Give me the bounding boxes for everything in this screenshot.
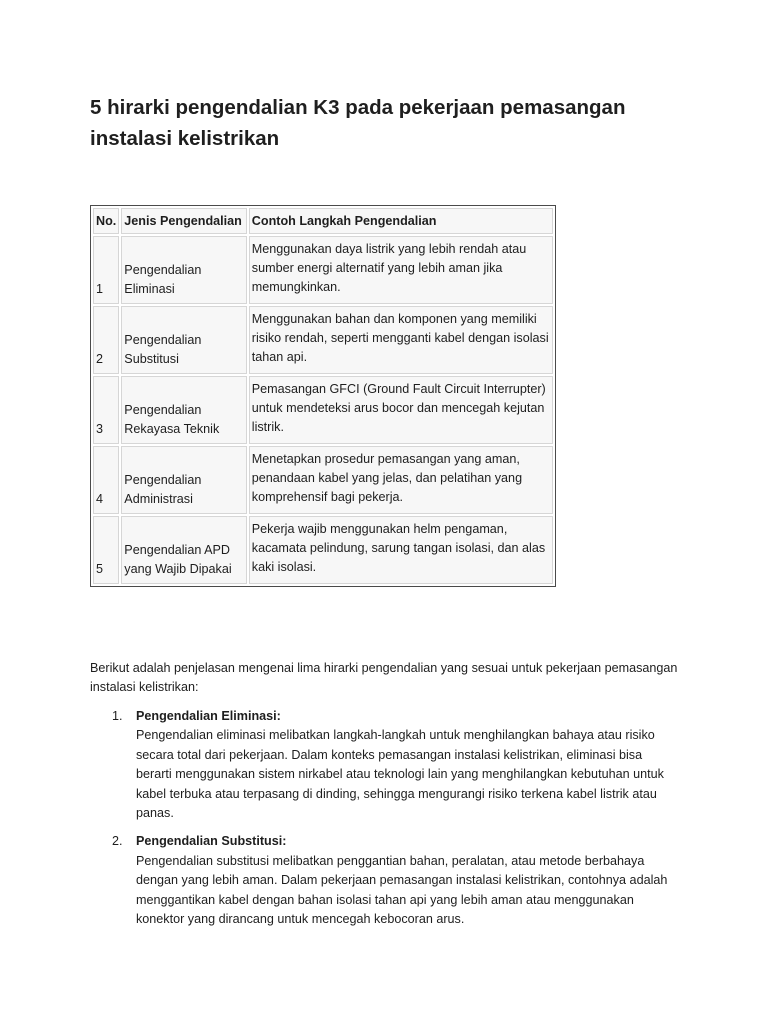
header-control-type: Jenis Pengendalian (121, 208, 246, 234)
table-row (93, 306, 553, 374)
row-control-example: Pemasangan GFCI (Ground Fault Circuit Interrupter) untuk mendeteksi arus bocor dan mencegah kejutan listrik. (249, 376, 553, 444)
table-row (93, 446, 553, 514)
row-control-example: Pekerja wajib menggunakan helm pengaman, kacamata pelindung, sarung tangan isolasi, dan alas kaki isolasi. (249, 516, 553, 584)
list-item-number: 2. (112, 834, 123, 849)
row-control-type: Pengendalian Rekayasa Teknik (121, 376, 246, 444)
document-title: 5 hirarki pengendalian K3 pada pekerjaan pemasangan instalasi kelistrikan (90, 96, 626, 150)
row-control-type: Pengendalian Substitusi (121, 306, 246, 374)
list-item-body: Pengendalian eliminasi melibatkan langkah-langkah untuk menghilangkan bahaya atau risiko secara total dari pekerjaan. Dalam konteks pemasangan instalasi kelistrikan, eliminasi bisa berarti menggunakan sistem nirkabel atau teknologi lain yang menghilangkan kebutuhan untuk kabel terbuka atau terpasang di dinding, sehingga mengurangi risiko terkena kabel listrik atau panas. (136, 728, 664, 821)
row-control-example: Menetapkan prosedur pemasangan yang aman, penandaan kabel yang jelas, dan pelatihan yang komprehensif bagi pekerja. (249, 446, 553, 514)
list-item-number: 1. (112, 709, 123, 723)
table-row (93, 516, 553, 584)
row-control-example: Menggunakan bahan dan komponen yang memiliki risiko rendah, seperti mengganti kabel dengan isolasi tahan api. (249, 306, 553, 374)
header-control-example: Contoh Langkah Pengendalian (249, 208, 553, 234)
table-header-row (93, 208, 553, 234)
row-number: 5 (93, 516, 119, 584)
row-control-type: Pengendalian Administrasi (121, 446, 246, 514)
row-control-type: Pengendalian Eliminasi (121, 236, 246, 304)
list-item-heading: Pengendalian Eliminasi: (136, 709, 281, 723)
explanation-list (90, 707, 730, 938)
row-number: 1 (93, 236, 119, 304)
row-number: 4 (93, 446, 119, 514)
row-number: 3 (93, 376, 119, 444)
list-item-body: Pengendalian substitusi melibatkan penggantian bahan, peralatan, atau metode berbahaya dengan yang lebih aman. Dalam pekerjaan pemasangan instalasi kelistrikan, contohnya adalah menggantikan kabel dengan bahan isolasi tahan api yang lebih aman atau menggunakan konektor yang dirancang untuk mencegah kebocoran arus. (136, 853, 668, 927)
control-hierarchy-table (90, 205, 556, 587)
intro-paragraph: Berikut adalah penjelasan mengenai lima hirarki pengendalian yang sesuai untuk pekerjaan pemasangan instalasi kelistrikan: (90, 661, 678, 694)
list-item (90, 707, 730, 823)
table-row (93, 236, 553, 304)
row-number: 2 (93, 306, 119, 374)
table-row (93, 376, 553, 444)
row-control-type: Pengendalian APD yang Wajib Dipakai (121, 516, 246, 584)
header-no: No. (93, 208, 119, 234)
list-item-heading: Pengendalian Substitusi: (136, 834, 287, 849)
row-control-example: Menggunakan daya listrik yang lebih rendah atau sumber energi alternatif yang lebih aman jika memungkinkan. (249, 236, 553, 304)
list-item (90, 832, 730, 929)
